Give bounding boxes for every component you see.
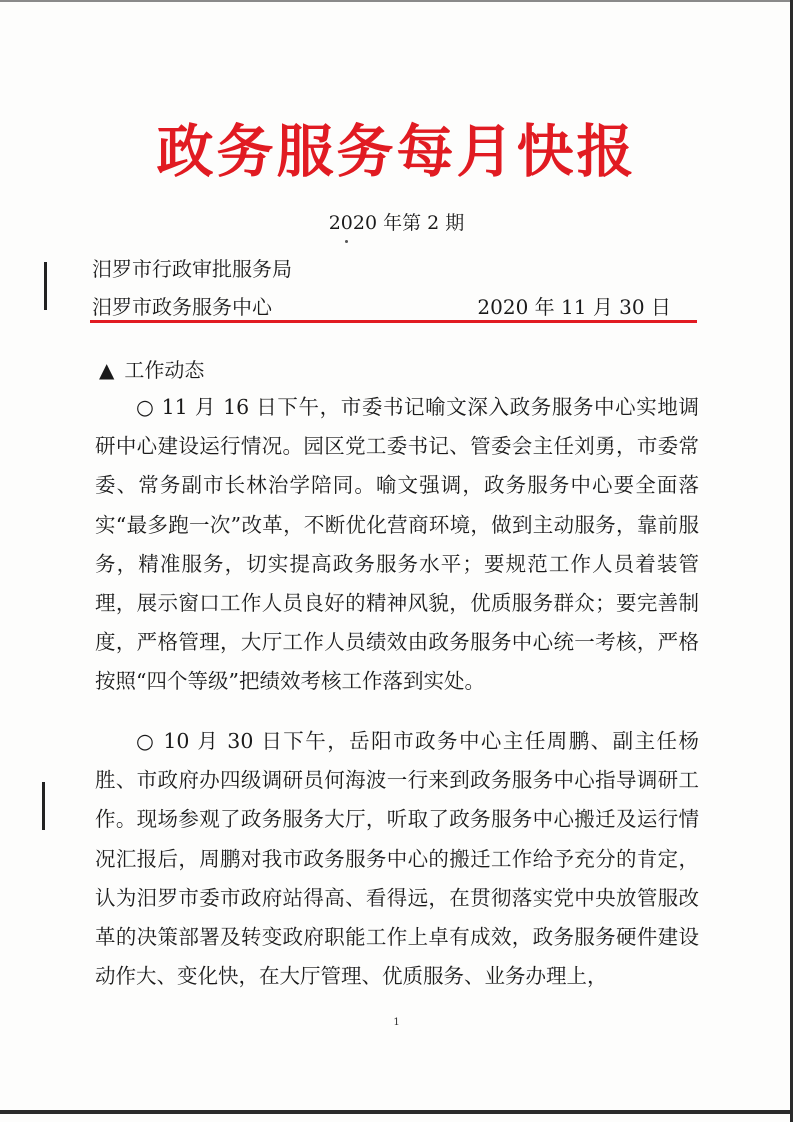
news-paragraph: ○ 10 月 30 日下午，岳阳市政务中心主任周鹏、副主任杨胜、市政府办四级调研员何海波一行来到政务服务中心指导调研工作。现场参观了政务服务大厅，听取了政务服务中心搬迁及运行情况汇报后，周鹏对我市政务服务中心的搬迁工作给予充分的肯定，认为汨罗市委市政府站得高、看得远，在贯彻落实党中央放管服改革的决策部署及转变政府职能工作上卓有成效，政务服务硬件建设动作大、变化快，在大厅管理、优质服务、业务办理上， bbox=[95, 729, 699, 989]
issuing-org-1: 汨罗市行政审批服务局 bbox=[92, 257, 292, 281]
scan-dot bbox=[345, 240, 348, 243]
scan-edge-top bbox=[0, 0, 793, 2]
publish-date: 2020 年 11 月 30 日 bbox=[477, 295, 671, 319]
triangle-icon: ▲ bbox=[99, 358, 115, 382]
news-paragraph: ○ 11 月 16 日下午，市委书记喻文深入政务服务中心实地调研中心建设运行情况。园区党工委书记、管委会主任刘勇，市委常委、常务副市长林治学陪同。喻文强调，政务服务中心要全面落实“最多跑一次”改革，不断优化营商环境，做到主动服务，靠前服务，精准服务，切实提高政务服务水平；要规范工作人员着装管理，展示窗口工作人员良好的精神风貌，优质服务群众；要完善制度，严格管理，大厅工作人员绩效由政务服务中心统一考核，严格按照“四个等级”把绩效考核工作落到实处。 bbox=[95, 395, 699, 694]
issuing-org-2: 汨罗市政务服务中心 bbox=[92, 295, 272, 319]
section-title: 工作动态 bbox=[124, 358, 205, 382]
masthead-title: 政务服务每月快报 bbox=[156, 119, 637, 185]
red-divider-rule bbox=[90, 320, 697, 323]
issue-number: 2020 年第 2 期 bbox=[328, 212, 465, 234]
binding-mark bbox=[44, 262, 47, 310]
binding-mark bbox=[42, 782, 45, 830]
scan-edge-bottom bbox=[0, 1110, 793, 1114]
page-number: 1 bbox=[393, 1017, 400, 1028]
section-heading bbox=[99, 354, 204, 383]
